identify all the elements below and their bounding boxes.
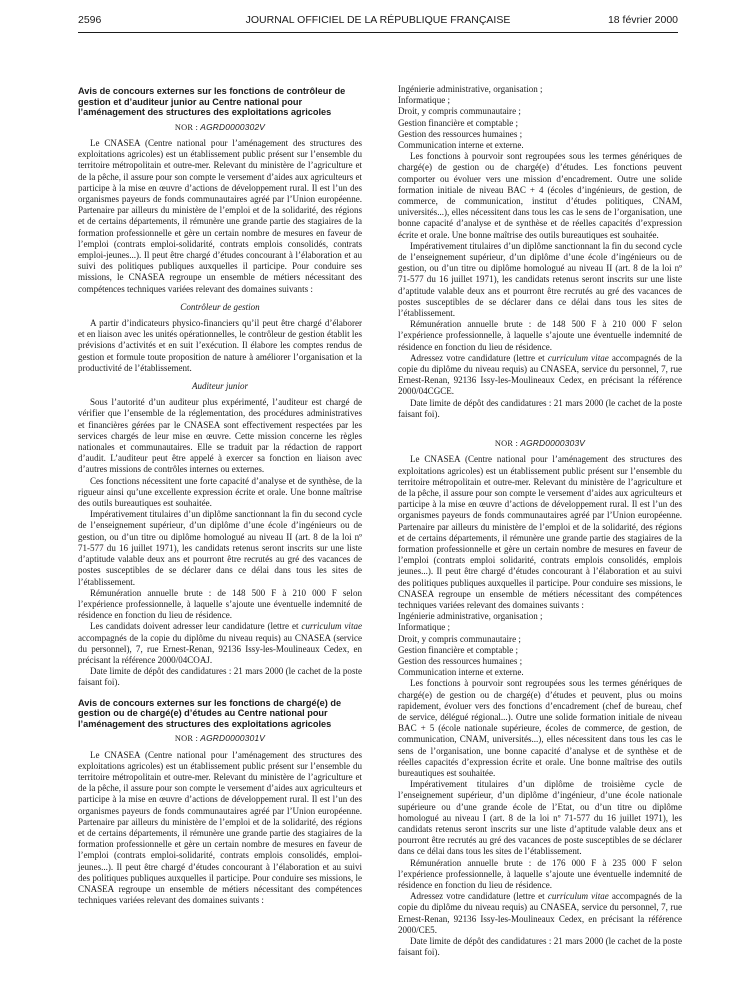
application-text xyxy=(78,621,362,666)
section-text: A partir d’indicateurs physico-financiers qu’il peut être chargé d’élaborer et en liaison avec les unités opérationnelles, le contrôleur de gestion établit les prévisions d’activités et en suit l’exécution. Il élabore les comptes rendus de gestion et formule toute proposition de nature à améliorer l’organisation et la productivité de l’établissement. xyxy=(78,318,362,373)
cv-term: curriculum vitae xyxy=(547,891,609,902)
issue-date: 18 février 2000 xyxy=(607,14,678,26)
diploma-requirements: Impérativement titulaires d’un diplôme de troisième cycle de l’enseignement supérieur, d’un diplôme d’ingénieur, d’une école nationale supérieure ou d’une grande école de l’Etat, ou d’un titre ou diplôme homologué au niveau I (art. 8 de la loi nº 71-577 du 16 juillet 1971), les candidats retenus seront inscrits sur une liste d’aptitude valable deux ans et pourront être recrutés au gré des vacances de poste susceptibles de se déclarer dans ce délai dans tous les sites de l’établissement. xyxy=(398,779,682,857)
header-rule xyxy=(78,32,678,33)
salary-text: Rémunération annuelle brute : de 176 000 F à 235 000 F selon l’expérience professionnelle, à laquelle s’ajoute une éventuelle indemnité de résidence en fonction du lieu de résidence. xyxy=(398,857,682,891)
nor-reference xyxy=(398,438,682,449)
notice-intro: Le CNASEA (Centre national pour l’aménagement des structures des exploitations agricoles) est un établissement public présent sur l’ensemble du territoire métropolitain et outre-mer. Relevant du ministère de l’agriculture et de la pêche, il assure pour son compte le versement d’aides aux agriculteurs et participe à la mise en œuvre d’actions de développement rural. Il est l’un des organismes payeurs de fonds communautaires agréé par l’Union européenne. Partenaire par ailleurs du ministère de l’emploi et de la solidarité, des régions et de certains départements, il rémunère une grande partie des stagiaires de la formation professionnelle et gère un certain nombre de mesures en faveur de l’emploi (contrats emploi solidarité, contrats emplois consolidés, emplois jeunes...). Il peut être chargé d’études concourant à l’élaboration et au suivi des politiques publiques auxquelles il participe. Pour conduire ses missions, le CNASEA regroupe un ensemble de métiers nécessitant des compétences techniques variées relevant des domaines suivants : xyxy=(398,454,682,610)
page-number: 2596 xyxy=(78,14,102,26)
salary-text: Rémunération annuelle brute : de 148 500 F à 210 000 F selon l’expérience professionnelle, à laquelle s’ajoute une éventuelle indemnité de résidence en fonction du lieu de résidence. xyxy=(398,319,682,352)
application-text-start: Adressez votre candidature (lettre et xyxy=(410,352,548,363)
left-column xyxy=(78,86,362,906)
domain-item: Ingénierie administrative, organisation ; xyxy=(398,611,543,622)
domain-item: Communication interne et externe. xyxy=(398,140,524,151)
deadline-text: Date limite de dépôt des candidatures : 21 mars 2000 (le cachet de la poste faisant foi). xyxy=(398,397,682,419)
spacer xyxy=(78,689,362,698)
functions-text: Les fonctions à pourvoir sont regroupées sous les termes génériques de chargé(e) de gestion ou de chargé(e) d’études et peuvent, plus ou moins rapidement, évoluer vers des fonctions d’encadrement (chef de bureau, chef de service, délégué régional...). Outre une solide formation initiale de niveau BAC + 5 (école nationale supérieure, écoles de commerce, de gestion, de communication, CNAM, universités...), elles nécessitent dans tous les cas le sens de l’organisation, une bonne capacité d’analyse et de synthèse et de réelles capacités d’expression écrite et orale. Une bonne maîtrise des outils bureautiques est souhaitée. xyxy=(398,678,682,778)
salary-text: Rémunération annuelle brute : de 148 500 F à 210 000 F selon l’expérience professionnelle, à laquelle s’ajoute une éventuelle indemnité de résidence en fonction du lieu de résidence. xyxy=(78,587,362,621)
deadline-text: Date limite de dépôt des candidatures : 21 mars 2000 (le cachet de la poste faisant foi). xyxy=(398,936,682,958)
application-text-end: accompagnés de la copie du diplôme du niveau requis) au CNASEA, service du personnel, 7, rue Ernest-Renan, 92136 Issy-les-Moulineaux Cedex, en précisant la référence 2000/CE5. xyxy=(398,891,682,935)
application-text xyxy=(398,891,682,936)
notice-intro: Le CNASEA (Centre national pour l’aménagement des structures des exploitations agricoles) est un établissement public présent sur l’ensemble du territoire métropolitain et outre-mer. Relevant du ministère de l’agriculture et de la pêche, il assure pour son compte le versement d’aides aux agriculteurs et participe à la mise en œuvre d’actions de développement rural. Il est l’un des organismes payeurs de fonds communautaires agréé par l’Union européenne. Partenaire par ailleurs du ministère de l’emploi et de la solidarité, des régions et de certains départements, il rémunère une grande partie des stagiaires de la formation professionnelle et gère un certain nombre de mesures en faveur de l’emploi (contrats emploi-solidarité, contrats emplois consolidés, contrats emploi-jeunes...). Il peut être chargé d’études concourant à l’élaboration et au suivi des politiques publiques auxquelles il participe. Pour conduire ses missions, le CNASEA regroupe un ensemble de métiers nécessitant des compétences techniques variées relevant des domaines suivants : xyxy=(78,137,362,294)
domain-item: Gestion financière et comptable ; xyxy=(398,644,519,655)
application-text-start: Adressez votre candidature (lettre et xyxy=(410,891,548,902)
domain-item: Ingénierie administrative, organisation ; xyxy=(398,84,543,94)
page-header xyxy=(78,14,678,32)
nor-reference xyxy=(78,733,362,744)
nor-code: AGRD0000301V xyxy=(200,733,266,744)
section-heading: Contrôleur de gestion xyxy=(180,301,260,312)
domain-item: Droit, y compris communautaire ; xyxy=(398,633,521,644)
section-text: Ces fonctions nécessitent une forte capacité d’analyse et de synthèse, de la rigueur ainsi qu’une excellente expression écrite et orale. Une bonne maîtrise des outils bureautiques est souhaitée. xyxy=(78,475,362,509)
nor-code: AGRD0000302V xyxy=(200,121,266,132)
section-heading: Auditeur junior xyxy=(191,381,249,392)
section-text: Sous l’autorité d’un auditeur plus expérimenté, l’auditeur est chargé de vérifier que l’ensemble de la réglementation, des procédures administratives et financières gérées par le CNASEA sont effectivement respectées par les services chargés de leur mise en œuvre. Cette mission concerne les règles nationales et communautaires. Elle se traduit par la rédaction de rapport d’audit. L’auditeur peut être appelé à exercer sa fonction en liaison avec d’autres missions de contrôles internes ou externes. xyxy=(78,397,362,475)
domain-item: Communication interne et externe. xyxy=(398,667,524,678)
notice-title: Avis de concours externes sur les fonctions de contrôleur de gestion et d’auditeur junior au Centre national pour l’aménagement des structures des exploitations agricoles xyxy=(78,86,346,118)
deadline-text: Date limite de dépôt des candidatures : 21 mars 2000 (le cachet de la poste faisant foi). xyxy=(78,666,362,688)
right-column xyxy=(398,84,682,958)
application-text xyxy=(398,353,682,398)
notice-title: Avis de concours externes sur les fonctions de chargé(e) de gestion ou de chargé(e) d’études au Centre national pour l’aménagement des structures des exploitations agricoles xyxy=(78,697,342,729)
domain-item: Gestion financière et comptable ; xyxy=(398,117,519,128)
spacer xyxy=(398,420,682,434)
domain-item: Gestion des ressources humaines ; xyxy=(398,128,523,139)
domain-item: Droit, y compris communautaire ; xyxy=(398,106,521,117)
cv-term: curriculum vitae xyxy=(301,621,362,632)
nor-reference xyxy=(78,122,362,133)
cv-term: curriculum vitae xyxy=(547,352,609,363)
application-text-start: Les candidats doivent adresser leur candidature (lettre et xyxy=(90,621,302,632)
nor-label: NOR : xyxy=(494,439,518,449)
nor-label: NOR : xyxy=(174,122,198,132)
nor-code: AGRD0000303V xyxy=(520,438,586,449)
domain-item: Informatique ; xyxy=(398,622,451,633)
diploma-requirements: Impérativement titulaires d’un diplôme sanctionnant la fin du second cycle de l’enseignement supérieur, d’un diplôme d’une école d’ingénieurs ou de gestion, ou d’un titre ou diplôme homologué au niveau II (art. 8 de la loi nº 71-577 du 16 juillet 1971), les candidats retenus seront inscrits sur une liste d’aptitude valable deux ans et pourront être recrutés au gré des vacances de postes susceptibles de se déclarer dans ce délai dans tous les sites de l’établissement. xyxy=(78,509,362,587)
application-text-end: accompagnés de la copie du diplôme du niveau requis) au CNASEA (service du personnel), 7, rue Ernest-Renan, 92136 Issy-les-Moulineaux Cedex, en précisant la référence 2000/04COAJ. xyxy=(78,632,362,665)
domain-item: Informatique ; xyxy=(398,95,451,106)
domain-item: Gestion des ressources humaines ; xyxy=(398,655,523,666)
nor-label: NOR : xyxy=(174,734,198,744)
application-text-end: accompagnés de la copie du diplôme du niveau requis) au CNASEA, service du personnel, 7, rue Ernest-Renan, 92136 Issy-les-Moulineaux Cedex, en précisant la référence 2000/04CGCE. xyxy=(398,352,682,397)
functions-text: Les fonctions à pourvoir sont regroupées sous les termes génériques de chargé(e) de gestion ou de chargé(e) d’études. Les fonctions peuvent comporter ou évoluer vers une mission d’encadrement. Outre une solide formation initiale de niveau BAC + 4 (écoles d’ingénieurs, de gestion, de commerce, de communication, institut d’études politiques, CNAM, universités...), elles nécessitent dans tous les cas le sens de l’organisation, une bonne capacité d’analyse et de synthèse et de réelles capacités d’expression écrite et orale. Une bonne maîtrise des outils bureautiques est souhaitée. xyxy=(398,151,682,240)
notice-intro: Le CNASEA (Centre national pour l’aménagement des structures des exploitations agricoles) est un établissement public présent sur l’ensemble du territoire métropolitain et outre-mer. Relevant du ministère de l’agriculture et de la pêche, il assure pour son compte le versement d’aides aux agriculteurs et participe à la mise en œuvre d’actions de développement rural. Il est l’un des organismes payeurs de fonds communautaires agréé par l’Union européenne. Partenaire par ailleurs du ministère de l’emploi et de la solidarité, des régions et de certains départements, il rémunère une grande partie des stagiaires de la formation professionnelle et gère un certain nombre de mesures en faveur de l’emploi (contrats emploi-solidarité, contrats emplois consolidés, emploi-jeunes...). Il peut être chargé d’études concourant à l’élaboration et au suivi des politiques publiques auxquelles il participe. Pour conduire ses missions, le CNASEA regroupe un ensemble de métiers nécessitant des compétences techniques variées relevant des domaines suivants : xyxy=(78,749,362,906)
journal-title: JOURNAL OFFICIEL DE LA RÉPUBLIQUE FRANÇAISE xyxy=(245,14,511,26)
diploma-requirements: Impérativement titulaires d’un diplôme sanctionnant la fin du second cycle de l’enseignement supérieur, d’un diplôme d’une école d’ingénieurs ou de gestion, ou d’un titre ou diplôme homologué au niveau II (art. 8 de la loi nº 71-577 du 16 juillet 1971), les candidats retenus seront inscrits sur une liste d’aptitude valable deux ans et pourront être recrutés au gré des vacances de postes susceptibles de se déclarer dans ce délai dans tous les sites de l’établissement. xyxy=(398,240,682,319)
